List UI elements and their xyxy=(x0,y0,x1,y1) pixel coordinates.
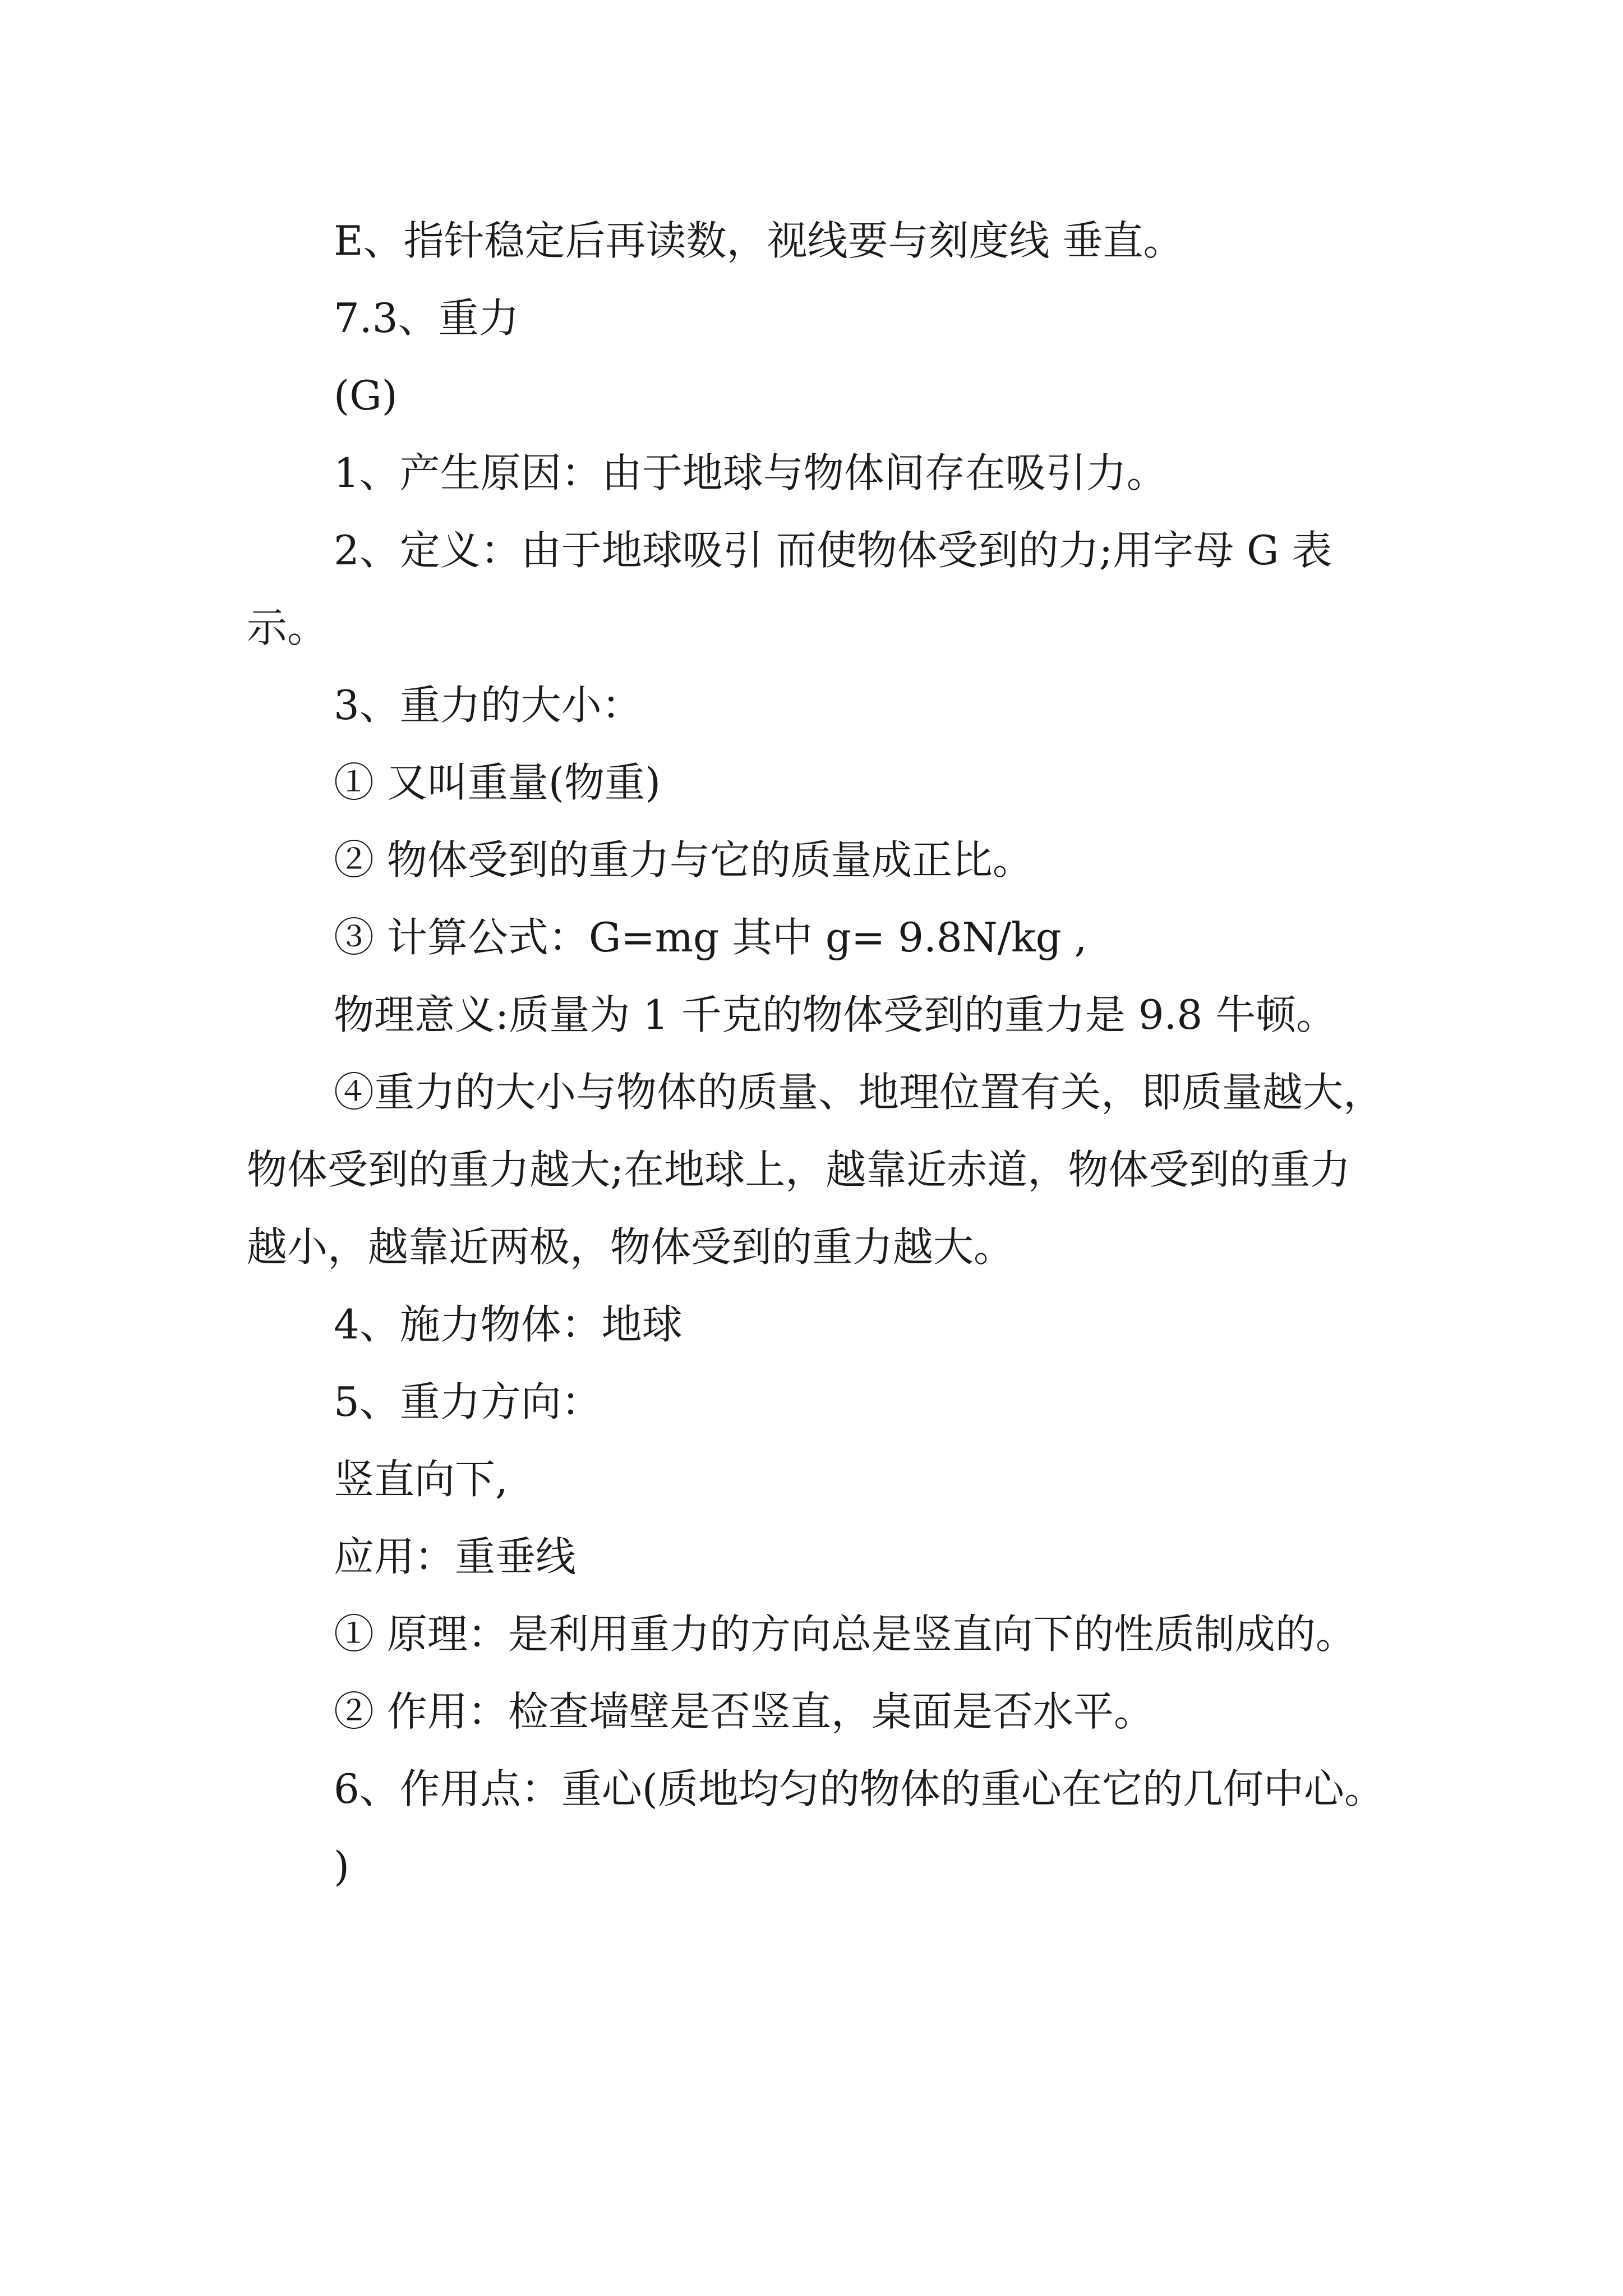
paragraph-vertical-down: 竖直向下, xyxy=(334,1456,508,1503)
paragraph-definition: 2、定义：由于地球吸引 而使物体受到的力;用字母 G 表示。 xyxy=(247,527,1332,651)
paragraph-application: 应用：重垂线 xyxy=(334,1533,577,1580)
paragraph-physical-meaning: 物理意义:质量为 1 千克的物体受到的重力是 9.8 牛顿。 xyxy=(334,991,1337,1038)
list-item-usage: ② 作用：检查墙壁是否竖直，桌面是否水平。 xyxy=(334,1688,1154,1735)
paragraph-exerting-object: 4、施力物体：地球 xyxy=(334,1301,683,1348)
closing-parenthesis: ) xyxy=(334,1843,350,1890)
symbol-g: (G) xyxy=(334,372,398,419)
document-body xyxy=(247,202,1385,1905)
list-item-proportional: ② 物体受到的重力与它的质量成正比。 xyxy=(334,836,1033,884)
section-heading-gravity: 7.3、重力 xyxy=(334,295,519,342)
list-item-formula: ③ 计算公式：G=mg 其中 g= 9.8N/kg , xyxy=(334,914,1087,961)
paragraph-cause: 1、产生原因：由于地球与物体间存在吸引力。 xyxy=(334,449,1167,496)
list-item-weight: ① 又叫重量(物重) xyxy=(334,759,661,806)
paragraph-direction-heading: 5、重力方向： xyxy=(334,1378,602,1425)
list-item-factors: ④重力的大小与物体的质量、地理位置有关，即质量越大，物体受到的重力越大;在地球上，越靠近赤道，物体受到的重力越小，越靠近两极，物体受到的重力越大。 xyxy=(247,1069,1384,1271)
paragraph-e-reading: E、指针稳定后再读数，视线要与刻度线 垂直。 xyxy=(334,217,1184,264)
paragraph-magnitude-heading: 3、重力的大小： xyxy=(334,682,642,729)
paragraph-center-of-gravity: 6、作用点：重心(质地均匀的物体的重心在它的几何中心。 xyxy=(334,1765,1385,1812)
list-item-principle: ① 原理：是利用重力的方向总是竖直向下的性质制成的。 xyxy=(334,1611,1356,1658)
